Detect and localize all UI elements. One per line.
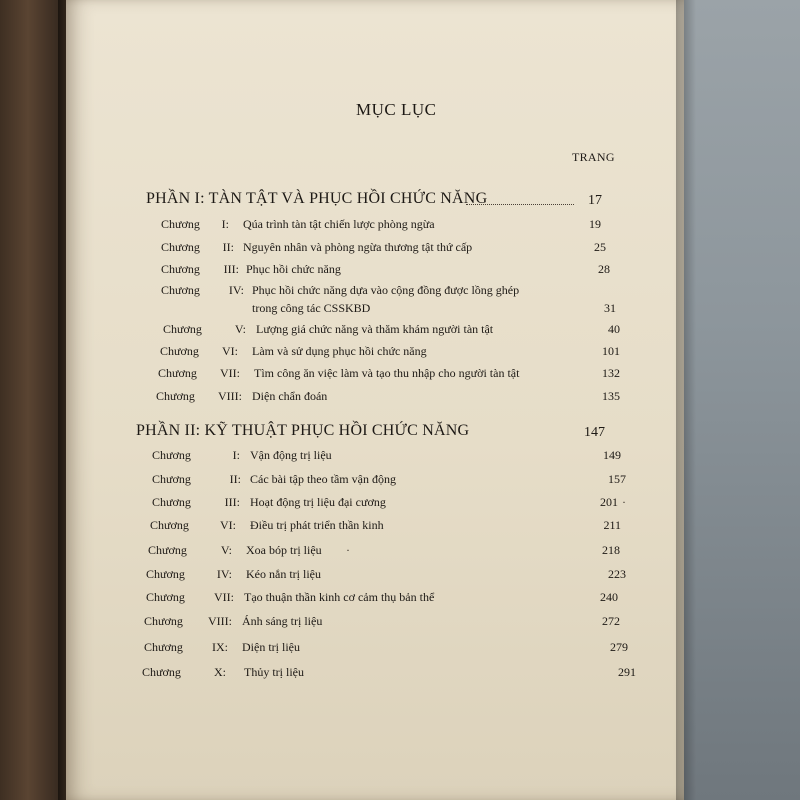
chapter-page: 19 xyxy=(589,217,601,231)
chapter-word: Chương xyxy=(163,322,202,336)
chapter-word: Chương xyxy=(146,590,185,604)
chapter-number: V: xyxy=(220,543,232,557)
chapter-number: X: xyxy=(214,665,226,679)
chapter-number: IV: xyxy=(228,283,244,297)
chapter-title: Điều trị phát triển thần kinh xyxy=(250,518,384,532)
chapter-word: Chương xyxy=(160,344,199,358)
chapter-page: 201 xyxy=(600,495,618,509)
chapter-word: Chương xyxy=(152,472,191,486)
part-1-title: PHẦN I: TÀN TẬT VÀ PHỤC HỒI CHỨC NĂNG xyxy=(146,190,488,207)
chapter-title: Hoạt động trị liệu đại cương xyxy=(250,495,386,509)
leader-dots xyxy=(466,204,574,205)
chapter-title: Kéo nắn trị liệu xyxy=(246,567,321,581)
chapter-word: Chương xyxy=(152,448,191,462)
chapter-title: Phục hồi chức năng xyxy=(246,262,341,276)
chapter-title: Tìm công ăn việc làm và tạo thu nhập cho người tàn tật xyxy=(254,366,520,380)
chapter-word: Chương xyxy=(144,614,183,628)
chapter-title: Nguyên nhân và phòng ngừa thương tật thứ cấp xyxy=(243,240,473,254)
chapter-number: I: xyxy=(232,448,240,462)
chapter-page: 40 xyxy=(608,322,620,336)
chapter-page: 149 xyxy=(603,448,621,462)
chapter-number: I: xyxy=(221,217,229,231)
chapter-title: Qúa trình tàn tật chiến lược phòng ngừa xyxy=(243,217,435,231)
page-column-header: TRANG xyxy=(572,150,615,164)
chapter-page: 157 xyxy=(608,472,626,486)
chapter-page: 218 xyxy=(602,543,620,557)
table-of-contents xyxy=(66,0,684,800)
part-2-page: 147 xyxy=(584,425,605,440)
chapter-page: 28 xyxy=(598,262,610,276)
chapter-page: 31 xyxy=(604,301,616,315)
chapter-page: 135 xyxy=(602,389,620,403)
chapter-title: Làm và sử dụng phục hồi chức năng xyxy=(252,344,427,358)
part-1-page: 17 xyxy=(588,193,602,208)
chapter-number: III: xyxy=(224,495,240,509)
chapter-page: 272 xyxy=(602,614,620,628)
chapter-number: VI: xyxy=(220,518,236,532)
chapter-word: Chương xyxy=(161,283,200,297)
chapter-title-continued: trong công tác CSSKBD xyxy=(252,301,371,315)
chapter-number: VII: xyxy=(214,590,234,604)
chapter-title: Diện chẩn đoán xyxy=(252,389,328,403)
chapter-word: Chương xyxy=(161,217,200,231)
part-2-title: PHẦN II: KỸ THUẬT PHỤC HỒI CHỨC NĂNG xyxy=(136,422,470,439)
chapter-word: Chương xyxy=(148,543,187,557)
chapter-title: Thủy trị liệu xyxy=(244,665,304,679)
chapter-number: II: xyxy=(229,472,241,486)
chapter-word: Chương xyxy=(161,262,200,276)
background-surface xyxy=(680,0,800,800)
chapter-title: Lượng giá chức năng và thăm khám người tàn tật xyxy=(256,322,494,336)
chapter-page: 132 xyxy=(602,366,620,380)
chapter-title: Các bài tập theo tầm vận động xyxy=(250,472,396,486)
chapter-page: 25 xyxy=(594,240,606,254)
chapter-number: VIII: xyxy=(208,614,232,628)
chapter-word: Chương xyxy=(144,640,183,654)
book-page xyxy=(66,0,684,800)
margin-mark: · xyxy=(346,543,350,557)
chapter-title: Tạo thuận thần kinh cơ cảm thụ bản thể xyxy=(244,590,435,604)
chapter-word: Chương xyxy=(152,495,191,509)
chapter-page: 223 xyxy=(608,567,626,581)
page-edge-shadow xyxy=(676,0,696,800)
chapter-word: Chương xyxy=(158,366,197,380)
chapter-word: Chương xyxy=(142,665,181,679)
chapter-page: 240 xyxy=(600,590,618,604)
chapter-title: Vận động trị liệu xyxy=(250,448,332,462)
chapter-number: VI: xyxy=(222,344,238,358)
chapter-word: Chương xyxy=(146,567,185,581)
chapter-title: Diện trị liệu xyxy=(242,640,300,654)
chapter-page: 211 xyxy=(603,518,621,532)
chapter-word: Chương xyxy=(156,389,195,403)
chapter-number: VIII: xyxy=(218,389,242,403)
chapter-page: 101 xyxy=(602,344,620,358)
chapter-page: 291 xyxy=(618,665,636,679)
chapter-number: II: xyxy=(222,240,234,254)
chapter-number: IV: xyxy=(216,567,232,581)
chapter-title: Phục hồi chức năng dựa vào cộng đồng được lồng ghép xyxy=(252,283,520,297)
chapter-number: VII: xyxy=(220,366,240,380)
margin-mark: · xyxy=(622,495,626,509)
chapter-number: III: xyxy=(223,262,239,276)
chapter-word: Chương xyxy=(150,518,189,532)
chapter-page: 279 xyxy=(610,640,628,654)
chapter-title: Ánh sáng trị liệu xyxy=(242,614,323,628)
chapter-title: Xoa bóp trị liệu xyxy=(246,543,322,557)
chapter-number: IX: xyxy=(212,640,228,654)
chapter-number: V: xyxy=(234,322,246,336)
toc-title: MỤC LỤC xyxy=(356,100,437,119)
chapter-word: Chương xyxy=(161,240,200,254)
